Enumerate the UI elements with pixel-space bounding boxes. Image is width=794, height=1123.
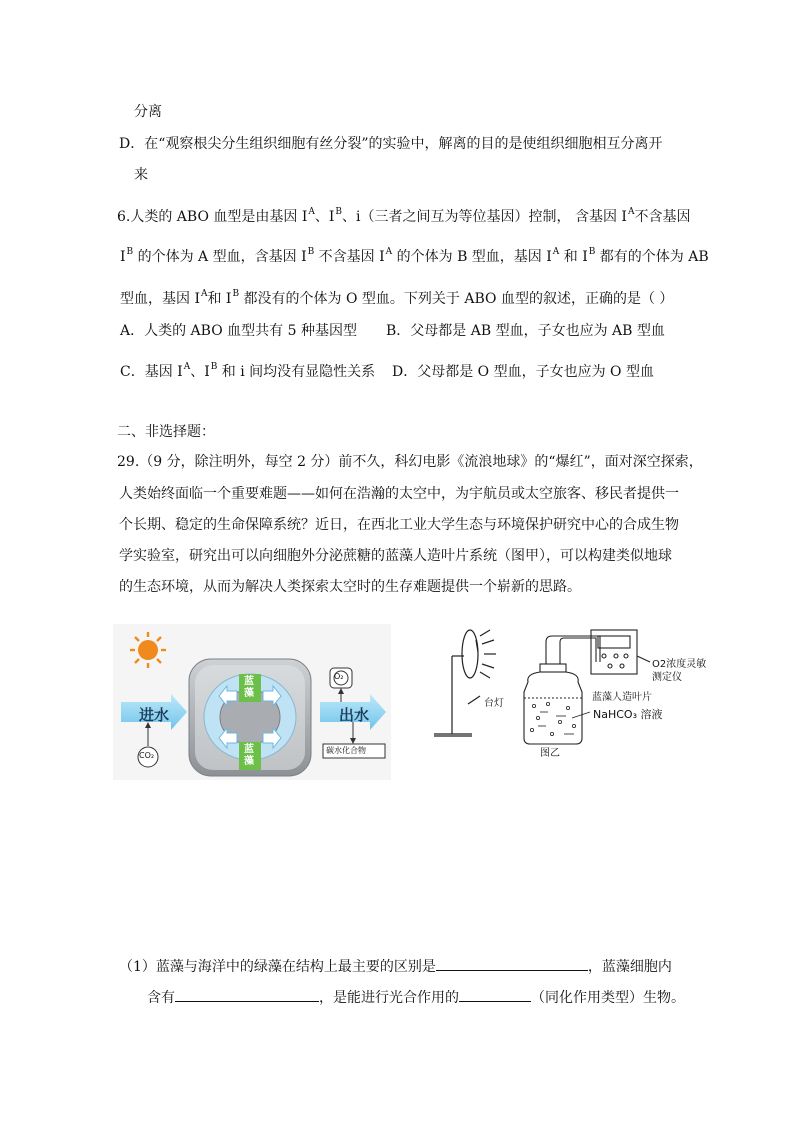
o2-label: O₂ (334, 672, 344, 681)
bottle-icon (524, 636, 600, 744)
text-line: 来 (134, 167, 148, 183)
option-d-line: D．在“观察根尖分生组织细胞有丝分裂”的实验中，解离的目的是使组织细胞相互分离开 (119, 136, 663, 152)
figure-a (113, 624, 391, 780)
question-29-line-3: 个长期、稳定的生命保障系统？近日，在西北工业大学生态与环境保护研究中心的合成生物 (119, 517, 679, 533)
answer-blank-3[interactable] (459, 985, 531, 1002)
question-29-line-1: 29.（9 分，除注明外，每空 2 分）前不久，科幻电影《流浪地球》的“爆红”，面对深空探索， (117, 454, 703, 470)
question-29-line-5: 的生态环境，从而为解决人类探索太空时的生存难题提供一个崭新的思路。 (119, 579, 581, 595)
co2-label: CO₂ (139, 751, 155, 760)
leaf-label: 蓝藻人造叶片 (592, 692, 652, 703)
question-29-line-4: 学实验室，研究出可以向细胞外分泌蔗糖的蓝藻人造叶片系统（图甲），可以构建类似地球 (119, 548, 672, 564)
figure-b (428, 626, 710, 762)
outflow-label: 出水 (339, 706, 370, 724)
cyano-label-top: 蓝藻 (244, 676, 254, 699)
answer-blank-2[interactable] (175, 985, 319, 1002)
sub-question-1-line-1: （1）蓝藻与海洋中的绿藻在结构上最主要的区别是 ，蓝藻细胞内 (119, 954, 672, 977)
question-6-line-2: $I^B$ 的个体为 A 型血，含基因 $I^B$ 不含基因 $I^A$ 的个体为 B 型血，基因 $I^A$ 和 $I^B$ 都有的个体为 AB (120, 247, 709, 265)
figure-b-diagram (428, 626, 710, 762)
question-6-line-3: 型血，基因 $I^A$和 $I^B$ 都没有的个体为 O 型血。下列关于 ABO 血型的叙述，正确的是（ ） (120, 289, 674, 307)
solution-label: NaHCO₃ 溶液 (593, 708, 663, 721)
section-heading: 二、非选择题： (117, 424, 215, 440)
sub-question-1-line-2: 含有 ，是能进行光合作用的 （同化作用类型）生物。 (147, 985, 685, 1008)
option-a: A．人类的 ABO 血型共有 5 种基因型 (120, 323, 357, 339)
lamp-icon (434, 630, 496, 736)
meter-label: O2浓度灵敏测定仪 (652, 659, 707, 683)
inflow-label: 进水 (139, 706, 170, 724)
lamp-label: 台灯 (484, 698, 504, 709)
option-c: C．基因 $I^A$、$I^B$ 和 i 间均没有显隐性关系 (120, 362, 376, 380)
answer-blank-1[interactable] (436, 954, 588, 971)
figure-b-caption: 图乙 (540, 748, 560, 759)
question-6-line-1: 6.人类的 ABO 血型是由基因 $I^A$、$I^B$、i（三者之间互为等位基因）控制， 含基因 $I^A$不含基因 (117, 207, 691, 225)
option-d: D．父母都是 O 型血，子女也应为 O 型血 (392, 364, 654, 380)
cyano-label-bottom: 蓝藻 (244, 744, 254, 767)
carbohydrate-label: 碳水化合物 (326, 746, 366, 755)
text-line: 分离 (134, 104, 162, 120)
question-29-line-2: 人类始终面临一个重要难题——如何在浩瀚的太空中，为宇航员或太空旅客、移民者提供一 (119, 486, 679, 502)
option-b: B．父母都是 AB 型血，子女也应为 AB 型血 (386, 323, 665, 339)
